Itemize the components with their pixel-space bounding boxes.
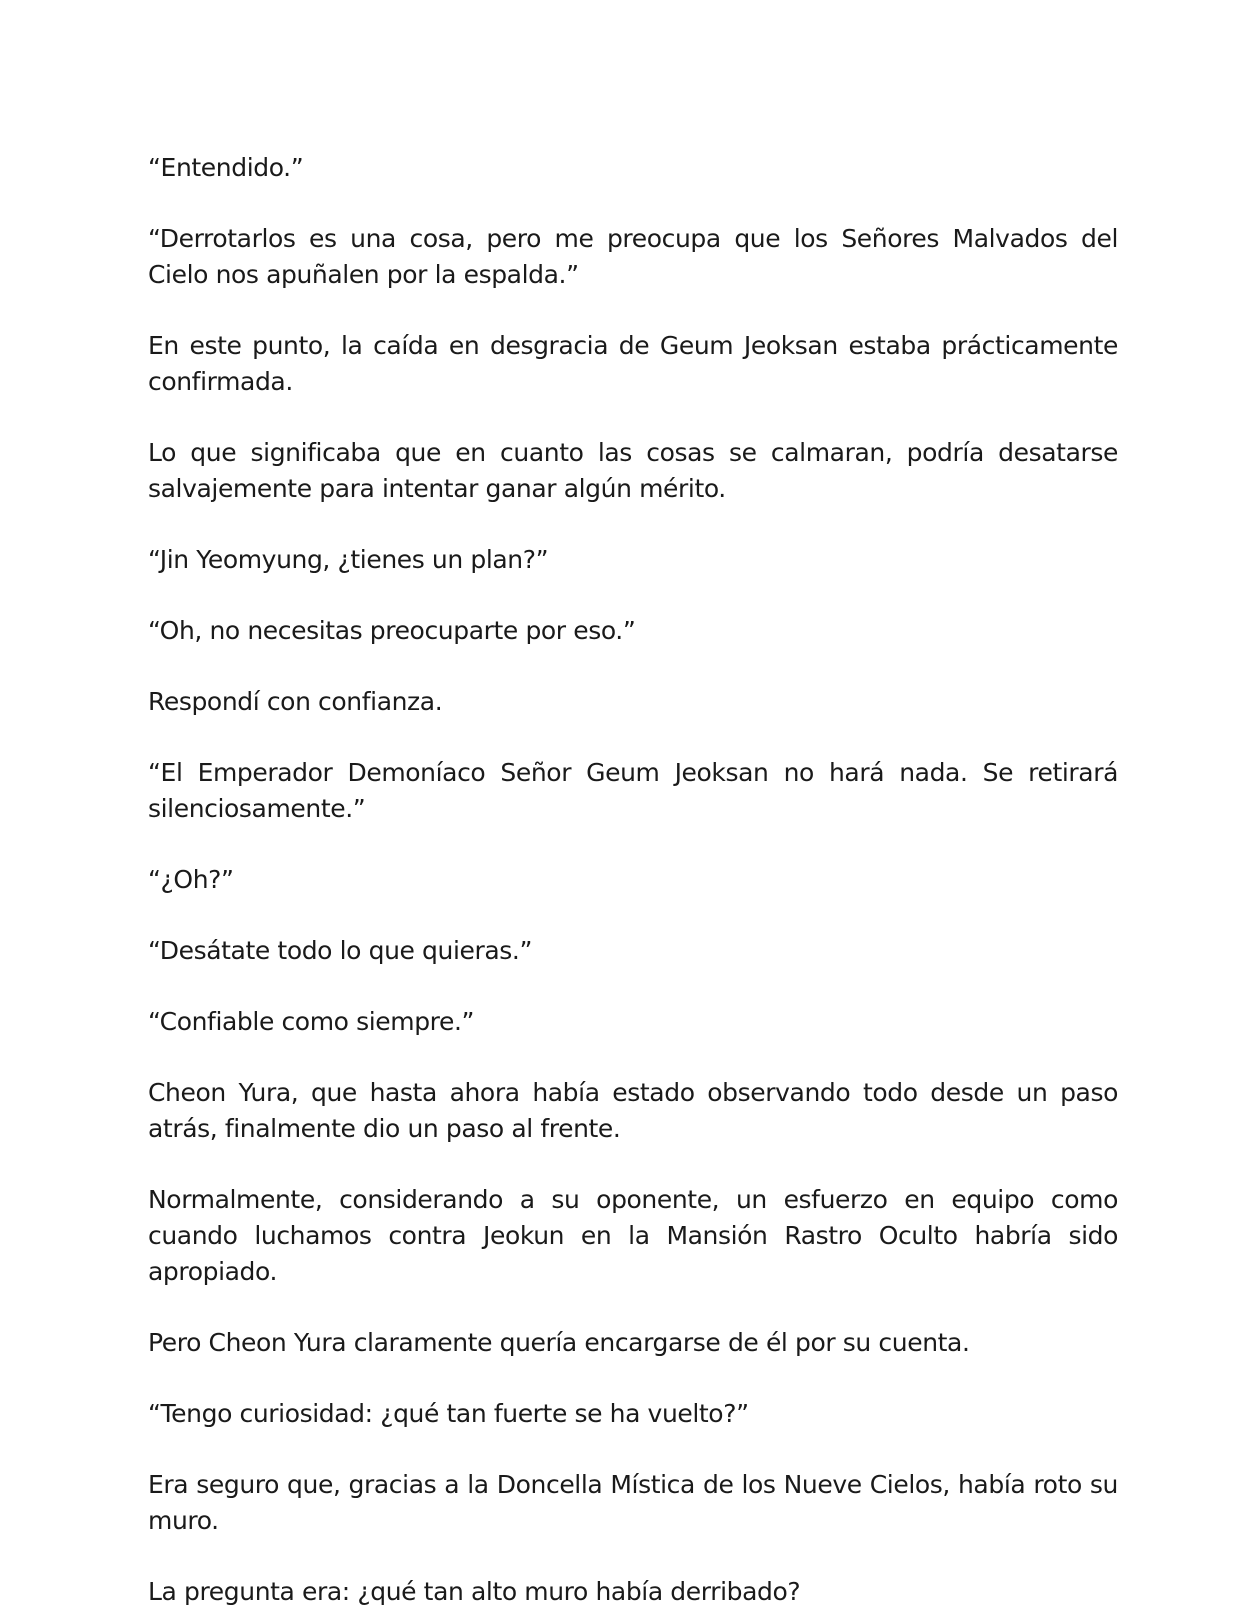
paragraph-9: “¿Oh?”	[148, 865, 234, 894]
paragraph-6: “Oh, no necesitas preocuparte por eso.”	[148, 616, 636, 645]
paragraph-7: Respondí con confianza.	[148, 687, 443, 716]
paragraph-15: “Tengo curiosidad: ¿qué tan fuerte se ha vuelto?”	[148, 1399, 749, 1428]
paragraph-17: La pregunta era: ¿qué tan alto muro había derribado?	[148, 1577, 801, 1606]
paragraph-12: Cheon Yura, que hasta ahora había estado observando todo desde un paso atrás, finalmente dio un paso al frente.	[148, 1078, 1118, 1143]
paragraph-16: Era seguro que, gracias a la Doncella Mística de los Nueve Cielos, había roto su muro.	[148, 1470, 1118, 1535]
document-body	[148, 150, 1118, 1610]
paragraph-14: Pero Cheon Yura claramente quería encargarse de él por su cuenta.	[148, 1328, 970, 1357]
paragraph-1: “Entendido.”	[148, 153, 304, 182]
paragraph-13: Normalmente, considerando a su oponente, un esfuerzo en equipo como cuando luchamos contra Jeokun en la Mansión Rastro Oculto habría sido apropiado.	[148, 1185, 1118, 1286]
paragraph-3: En este punto, la caída en desgracia de Geum Jeoksan estaba prácticamente confirmada.	[148, 331, 1118, 396]
paragraph-10: “Desátate todo lo que quieras.”	[148, 936, 533, 965]
paragraph-11: “Confiable como siempre.”	[148, 1007, 475, 1036]
paragraph-2: “Derrotarlos es una cosa, pero me preocupa que los Señores Malvados del Cielo nos apuñalen por la espalda.”	[148, 224, 1118, 289]
paragraph-5: “Jin Yeomyung, ¿tienes un plan?”	[148, 545, 549, 574]
paragraph-4: Lo que significaba que en cuanto las cosas se calmaran, podría desatarse salvajemente para intentar ganar algún mérito.	[148, 438, 1118, 503]
paragraph-8: “El Emperador Demoníaco Señor Geum Jeoksan no hará nada. Se retirará silenciosamente.”	[148, 758, 1118, 823]
